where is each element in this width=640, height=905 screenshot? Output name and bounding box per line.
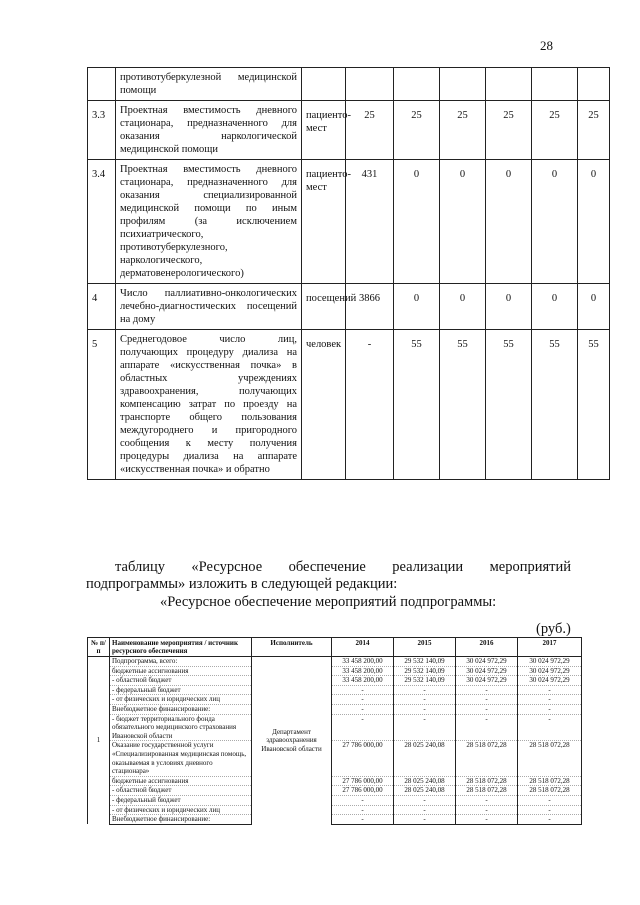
resource-value: 33 458 200,00 [332,676,394,686]
indicator-value: 55 [532,330,578,480]
indicator-value: 25 [486,101,532,160]
resource-value: - [332,805,394,815]
resource-row [88,657,582,667]
resource-name: - бюджет территориального фонда обязательного медицинского страхования Ивановской области [110,714,252,741]
resource-value: - [518,795,582,805]
resource-value: 28 518 072,28 [456,776,518,786]
resource-value: - [394,695,456,705]
resource-value: 27 786 000,00 [332,741,394,776]
resource-value: - [332,695,394,705]
indicator-value: 0 [578,160,610,284]
section-heading: «Ресурсное обеспечение мероприятий подпрограммы: [160,594,497,610]
indicator-value: 0 [394,160,440,284]
indicator-row [88,68,610,101]
resource-name: - федеральный бюджет [110,795,252,805]
resource-value: 30 024 972,29 [518,676,582,686]
resource-name: Внебюджетное финансирование: [110,704,252,714]
indicator-value [486,68,532,101]
resource-value: - [394,815,456,825]
resource-value: 28 025 240,08 [394,786,456,796]
resource-value: 33 458 200,00 [332,666,394,676]
resource-row [88,714,582,741]
resource-value: - [332,704,394,714]
currency-unit-label: (руб.) [536,621,571,637]
indicator-description: Число паллиативно-онкологических лечебно-диагностических посещений на дому [116,284,302,330]
indicator-value: 3866 [346,284,394,330]
instruction-line-2: подпрограммы» изложить в следующей редакции: [86,576,398,592]
executor: Департамент здравоохранения Ивановской области [252,657,332,825]
resource-value: - [456,805,518,815]
resource-value: - [456,795,518,805]
resource-value: - [332,714,394,741]
row-number: 1 [88,657,110,825]
indicator-value: 25 [532,101,578,160]
resource-name: бюджетные ассигнования [110,776,252,786]
header-executor: Исполнитель [252,638,332,657]
indicators-table-body [88,68,610,480]
indicator-value [394,68,440,101]
header-year: 2016 [456,638,518,657]
indicator-value: 0 [486,284,532,330]
header-year: 2017 [518,638,582,657]
indicator-unit: посещений [302,284,346,330]
resource-value: 30 024 972,29 [456,666,518,676]
indicator-row [88,101,610,160]
resource-value: 30 024 972,29 [518,666,582,676]
indicator-value [440,68,486,101]
resource-name: - областной бюджет [110,676,252,686]
resource-value: - [456,704,518,714]
indicator-value: 0 [532,160,578,284]
indicator-value: 55 [578,330,610,480]
resource-value: - [518,714,582,741]
indicator-value: 0 [486,160,532,284]
resource-value: - [456,695,518,705]
resource-name: - областной бюджет [110,786,252,796]
indicator-value: 0 [440,160,486,284]
indicator-value: 0 [532,284,578,330]
header-year: 2015 [394,638,456,657]
resource-name: - от физических и юридических лиц [110,695,252,705]
resource-value: 30 024 972,29 [456,676,518,686]
resource-value: - [518,685,582,695]
indicator-value: 25 [440,101,486,160]
indicator-value: 55 [440,330,486,480]
indicator-value: 0 [578,284,610,330]
indicator-row [88,160,610,284]
resource-row [88,786,582,796]
resource-value: - [332,795,394,805]
resource-name: Подпрограмма, всего: [110,657,252,667]
indicator-value: 25 [394,101,440,160]
resource-row [88,704,582,714]
resource-value: 29 532 140,09 [394,676,456,686]
resource-table-body [88,657,582,825]
header-year: 2014 [332,638,394,657]
resource-value: - [518,704,582,714]
indicator-unit: пациенто-мест [302,160,346,284]
indicator-number: 3.3 [88,101,116,160]
indicator-value [346,68,394,101]
resource-value: - [456,685,518,695]
resource-value: 28 025 240,08 [394,776,456,786]
page-number: 28 [540,38,553,53]
indicator-row [88,284,610,330]
indicator-value: 55 [486,330,532,480]
indicator-value: 0 [440,284,486,330]
resource-name: - федеральный бюджет [110,685,252,695]
instruction-line-1: таблицу «Ресурсное обеспечение реализации мероприятий [115,559,571,575]
indicator-value: 431 [346,160,394,284]
indicator-unit: человек [302,330,346,480]
header-name: Наименование мероприятия / источник ресурсного обеспечения [110,638,252,657]
resource-value: 27 786 000,00 [332,786,394,796]
resource-value: 29 532 140,09 [394,657,456,667]
indicator-description: Проектная вместимость дневного стационара, предназначенного для оказания наркологической медицинской помощи [116,101,302,160]
resource-value: 30 024 972,29 [456,657,518,667]
resource-value: 28 518 072,28 [518,741,582,776]
resource-row [88,695,582,705]
indicators-table [87,67,610,480]
resource-value: - [518,815,582,825]
resource-value: 28 518 072,28 [518,776,582,786]
resource-row [88,666,582,676]
resource-name: Оказание государственной услуги «Специализированная медицинская помощь, оказываемая в условиях дневного стационара» [110,741,252,776]
resource-value: 28 518 072,28 [456,786,518,796]
indicator-number [88,68,116,101]
indicator-unit: пациенто-мест [302,101,346,160]
resource-row [88,685,582,695]
resource-value: - [394,805,456,815]
resource-value: - [518,805,582,815]
resource-value: - [394,704,456,714]
resource-row [88,776,582,786]
indicator-description: Проектная вместимость дневного стационара, предназначенного для оказания специализированной медицинской помощи по иным профилям (за исключением психиатрического, противотуберкулезного, наркологического, дерматовенерологического) [116,160,302,284]
indicator-description: Среднегодовое число лиц, получающих процедуру диализа на аппарате «искусственная почка» в областных учреждениях здравоохранения, получающих компенсацию затрат по проезду на транспорте общего пользования междугороднего и пригородного сообщения к месту получения процедуры диализа на аппарате «искусственная почка» и обратно [116,330,302,480]
resource-row [88,815,582,825]
header-num: № п/п [88,638,110,657]
indicator-value: 25 [578,101,610,160]
resource-value: 28 518 072,28 [518,786,582,796]
resource-table [87,637,582,825]
resource-value: 33 458 200,00 [332,657,394,667]
resource-value: - [518,695,582,705]
indicator-unit [302,68,346,101]
indicator-value: 55 [394,330,440,480]
indicator-value [532,68,578,101]
resource-row [88,805,582,815]
indicator-value: 0 [394,284,440,330]
resource-value: 30 024 972,29 [518,657,582,667]
resource-value: - [394,714,456,741]
resource-value: 28 518 072,28 [456,741,518,776]
indicator-number: 3.4 [88,160,116,284]
indicator-value: 25 [346,101,394,160]
resource-value: 29 532 140,09 [394,666,456,676]
indicator-value [578,68,610,101]
resource-value: 27 786 000,00 [332,776,394,786]
resource-row [88,676,582,686]
indicator-number: 4 [88,284,116,330]
resource-value: - [394,685,456,695]
resource-value: 28 025 240,08 [394,741,456,776]
resource-name: бюджетные ассигнования [110,666,252,676]
resource-value: - [456,714,518,741]
indicator-description: противотуберкулезной медицинской помощи [116,68,302,101]
resource-value: - [394,795,456,805]
resource-value: - [332,685,394,695]
resource-name: - от физических и юридических лиц [110,805,252,815]
resource-row [88,741,582,776]
indicator-number: 5 [88,330,116,480]
resource-name: Внебюджетное финансирование: [110,815,252,825]
resource-value: - [332,815,394,825]
resource-table-header [88,638,582,657]
resource-row [88,795,582,805]
resource-value: - [456,815,518,825]
indicator-row [88,330,610,480]
indicator-value: - [346,330,394,480]
